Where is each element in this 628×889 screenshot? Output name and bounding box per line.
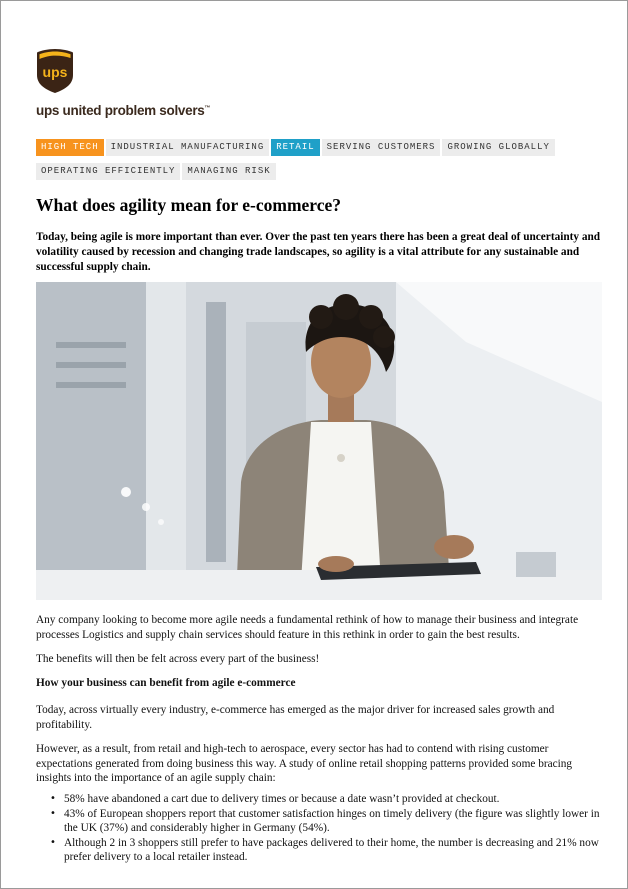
paragraph-expectations: However, as a result, from retail and high-tech to aerospace, every sector has had to contend with rising customer expectations generated from doing business this way. A study of online retail shopping patterns provided some bracing insights into the importance of an agile supply chain: [36,743,573,784]
paragraph-rethink: Any company looking to become more agile needs a fundamental rethink of how to manage their business and integrate processes Logistics and supply chain services should feature in this rethink in order to gain the best results. [36,614,579,641]
article-intro: Today, being agile is more important than ever. Over the past ten years there has been a great deal of uncertainty and volatility caused by recession and changing trade landscapes, so agility is a vital attribute for any sustainable and successful supply chain. [36,231,601,273]
tag-industrial-manufacturing[interactable]: INDUSTRIAL MANUFACTURING [106,139,270,156]
tagline [36,103,210,118]
tag-high-tech[interactable]: HIGH TECH [36,139,104,156]
hero-image [36,282,602,600]
paragraph-benefits: The benefits will then be felt across every part of the business! [36,653,320,665]
tag-operating-efficiently[interactable]: OPERATING EFFICIENTLY [36,163,180,180]
list-item: • 43% of European shoppers report that customer satisfaction hinges on timely delivery (the figure was slightly lower in the UK (37%) and considerably higher in Germany (54%). [58,807,602,836]
ups-shield-logo[interactable] [36,48,74,94]
paragraph-ecommerce-driver: Today, across virtually every industry, e-commerce has emerged as the major driver for increased sales growth and profitability. [36,704,555,731]
list-item: • Although 2 in 3 shoppers still prefer to have packages delivered to their home, the number is decreasing and 21% now prefer delivery to a local retailer instead. [58,836,602,865]
tag-retail[interactable]: RETAIL [271,139,319,156]
article-title: What does agility mean for e-commerce? [36,195,342,215]
section-subheading: How your business can benefit from agile e-commerce [36,677,296,689]
tagline-text: ups united problem solvers [36,103,205,118]
category-tags [36,136,602,184]
tag-serving-customers[interactable]: SERVING CUSTOMERS [322,139,441,156]
list-item: • 58% have abandoned a cart due to delivery times or because a date wasn’t provided at checkout. [58,792,602,807]
tag-managing-risk[interactable]: MANAGING RISK [182,163,275,180]
trademark-mark: ™ [204,105,211,112]
statistics-list [36,792,602,865]
tag-growing-globally[interactable]: GROWING GLOBALLY [442,139,554,156]
svg-text:ups: ups [42,64,68,80]
office-photo [36,282,602,600]
